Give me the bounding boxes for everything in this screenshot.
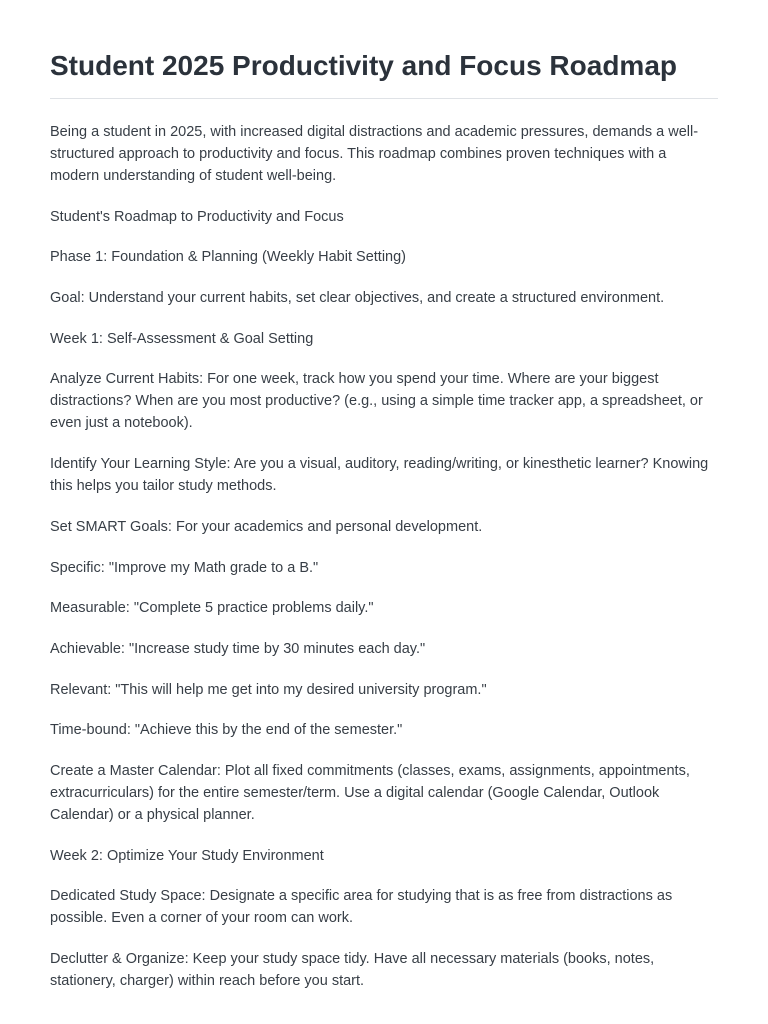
smart-goals-paragraph: Set SMART Goals: For your academics and personal development.: [50, 518, 483, 535]
smart-time-bound: Time-bound: "Achieve this by the end of the semester.": [50, 722, 403, 739]
smart-achievable: Achievable: "Increase study time by 30 minutes each day.": [50, 640, 426, 657]
declutter-paragraph: Declutter & Organize: Keep your study space tidy. Have all necessary materials (books, notes, stationery, charger) within reach before you start.: [50, 951, 655, 989]
learning-style-paragraph: Identify Your Learning Style: Are you a visual, auditory, reading/writing, or kinesthetic learner? Knowing this helps you tailor study methods.: [50, 456, 709, 495]
document-body: [50, 121, 718, 992]
smart-specific: Specific: "Improve my Math grade to a B.": [50, 559, 319, 576]
page-title: Student 2025 Productivity and Focus Roadmap: [50, 48, 718, 99]
week-1-heading: Week 1: Self-Assessment & Goal Setting: [50, 330, 314, 347]
intro-paragraph: Being a student in 2025, with increased digital distractions and academic pressures, demands a well-structured approach to productivity and focus. This roadmap combines proven techniques with a modern understanding of student well-being.: [50, 124, 699, 184]
smart-measurable: Measurable: "Complete 5 practice problems daily.": [50, 600, 374, 617]
master-calendar-paragraph: Create a Master Calendar: Plot all fixed commitments (classes, exams, assignments, appointments, extracurriculars) for the entire semester/term. Use a digital calendar (Google Calendar, Outlook Calendar) or a physical planner.: [50, 762, 690, 823]
smart-relevant: Relevant: "This will help me get into my desired university program.": [50, 681, 487, 698]
week-2-heading: Week 2: Optimize Your Study Environment: [50, 847, 324, 864]
phase-1-heading: Phase 1: Foundation & Planning (Weekly Habit Setting): [50, 249, 406, 266]
study-space-paragraph: Dedicated Study Space: Designate a specific area for studying that is as free from distractions as possible. Even a corner of your room can work.: [50, 888, 673, 927]
phase-1-goal: Goal: Understand your current habits, set clear objectives, and create a structured environment.: [50, 290, 665, 307]
roadmap-heading: Student's Roadmap to Productivity and Focus: [50, 208, 344, 225]
analyze-habits-paragraph: Analyze Current Habits: For one week, track how you spend your time. Where are your biggest distractions? When are you most productive? (e.g., using a simple time tracker app, a spreadsheet, or even just a notebook).: [50, 371, 703, 432]
